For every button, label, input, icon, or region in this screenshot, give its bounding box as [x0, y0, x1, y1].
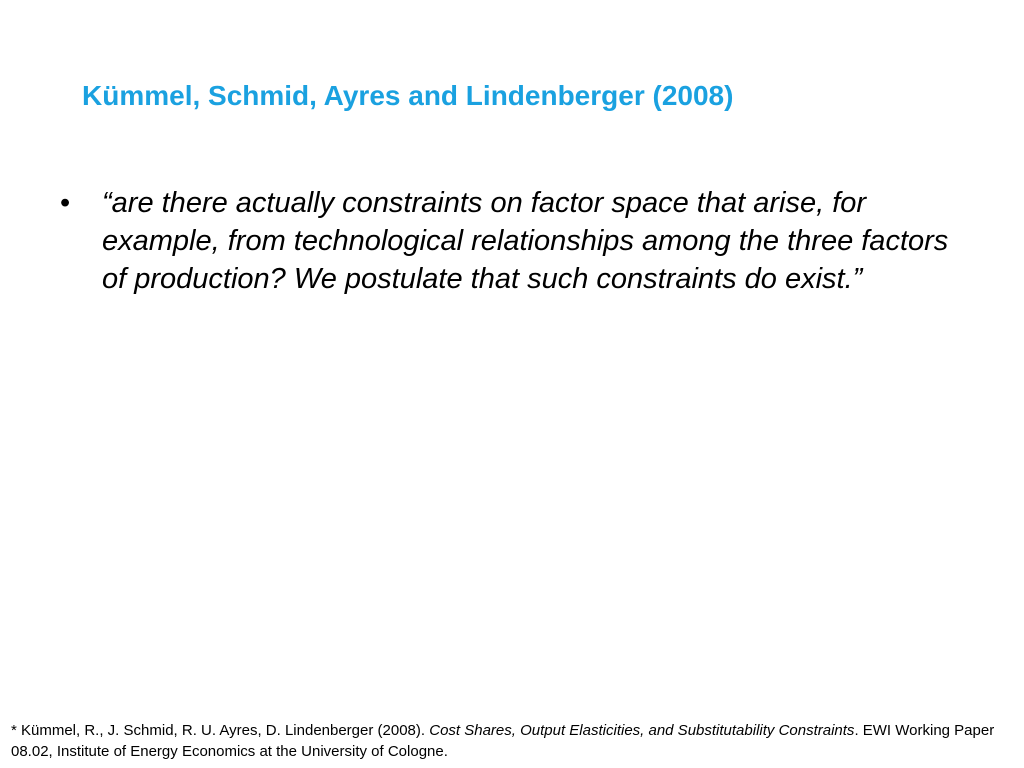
bullet-item — [58, 184, 958, 298]
footnote-prefix: * Kümmel, R., J. Schmid, R. U. Ayres, D. Lindenberger (2008). — [11, 722, 430, 739]
bullet-list — [58, 184, 958, 298]
footnote-paper-title: Cost Shares, Output Elasticities, and Substitutability Constraints — [429, 722, 855, 739]
bullet-icon: • — [60, 187, 71, 219]
footnote — [11, 720, 1016, 762]
slide-title: Kümmel, Schmid, Ayres and Lindenberger (2008) — [82, 80, 734, 111]
footnote-suffix: . EWI Working Paper 08.02, Institute of Energy Economics at the University of Cologne. — [11, 722, 995, 760]
bullet-text: “are there actually constraints on factor space that arise, for example, from technological relationships among the three factors of production? We postulate that such constraints do exist.” — [102, 187, 949, 295]
